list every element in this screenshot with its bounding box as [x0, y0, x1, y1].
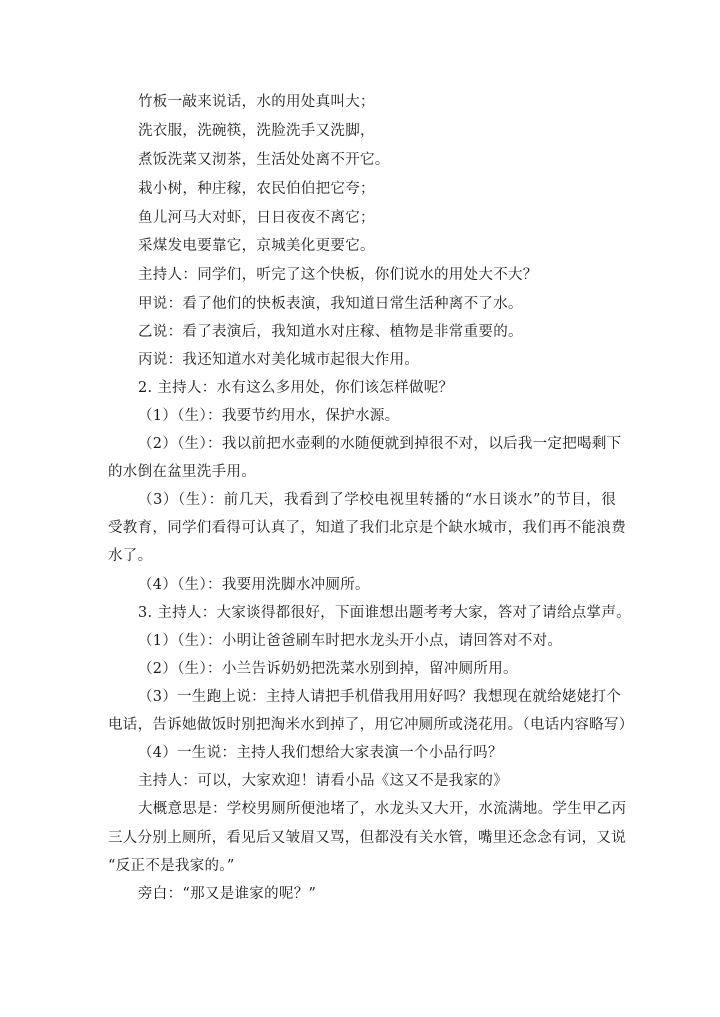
- text-line: 大概意思是：学校男厕所便池堵了，水龙头又大开，水流满地。学生甲乙丙: [138, 801, 627, 817]
- text-line: 洗衣服，洗碗筷，洗脸洗手又洗脚，: [138, 123, 375, 139]
- text-line: 乙说：看了表演后，我知道水对庄稼、植物是非常重要的。: [138, 324, 523, 340]
- text-line: 采煤发电要靠它，京城美化更要它。: [138, 238, 375, 254]
- text-line: （4）一生说：主持人我们想给大家表演一个小品行吗？: [138, 745, 503, 761]
- text-line: 三人分别上厕所，看见后又皱眉又骂，但都没有关水管，嘴里还念念有词，又说: [108, 830, 626, 846]
- text-line: 的水倒在盆里洗手用。: [108, 464, 256, 480]
- text-line: （1）（生）：我要节约用水，保护水源。: [138, 408, 400, 424]
- text-line: 电话，告诉她做饭时别把淘米水到掉了，用它冲厕所或浇花用。（电话内容略写）: [108, 717, 634, 733]
- text-line: （1）（生）：小明让爸爸刷车时把水龙头开小点，请回答对不对。: [138, 633, 563, 649]
- text-line: 受教育，同学们看得可认真了，知道了我们北京是个缺水城市，我们再不能浪费: [108, 520, 626, 536]
- text-line: 2. 主持人：水有这么多用处，你们该怎样做呢？: [138, 380, 454, 396]
- text-line: 鱼儿河马大对虾，日日夜夜不离它；: [138, 210, 375, 226]
- text-line: （2）（生）：我以前把水壶剩的水随便就到掉很不对，以后我一定把喝剩下: [138, 436, 622, 452]
- text-line: （3）（生）：前几天，我看到了学校电视里转播的“水日谈水”的节目，很: [138, 492, 616, 508]
- text-line: 栽小树，种庄稼，农民伯伯把它夸；: [138, 181, 375, 197]
- text-line: 甲说：看了他们的快板表演，我知道日常生活种离不了水。: [138, 296, 523, 312]
- text-line: （2）（生）：小兰告诉奶奶把洗菜水别到掉，留冲厕所用。: [138, 661, 518, 677]
- text-line: 水了。: [108, 548, 153, 564]
- text-line: （4）（生）：我要用洗脚水冲厕所。: [138, 577, 370, 593]
- text-line: （3）一生跑上说：主持人请把手机借我用用好吗？我想现在就给姥姥打个: [138, 689, 622, 705]
- text-line: 旁白：“那又是谁家的呢？”: [138, 886, 317, 902]
- text-line: “反正不是我家的。”: [108, 858, 235, 874]
- text-line: 主持人：同学们，听完了这个快板，你们说水的用处大不大？: [138, 267, 538, 283]
- text-line: 竹板一敲来说话，水的用处真叫大；: [138, 94, 375, 110]
- text-line: 3. 主持人：大家谈得都很好，下面谁想出题考考大家，答对了请给点掌声。: [138, 605, 631, 621]
- text-line: 丙说：我还知道水对美化城市起很大作用。: [138, 352, 420, 368]
- text-line: 煮饭洗菜又沏茶，生活处处离不开它。: [138, 152, 390, 168]
- text-line: 主持人：可以，大家欢迎！请看小品《这又不是我家的》: [138, 773, 508, 789]
